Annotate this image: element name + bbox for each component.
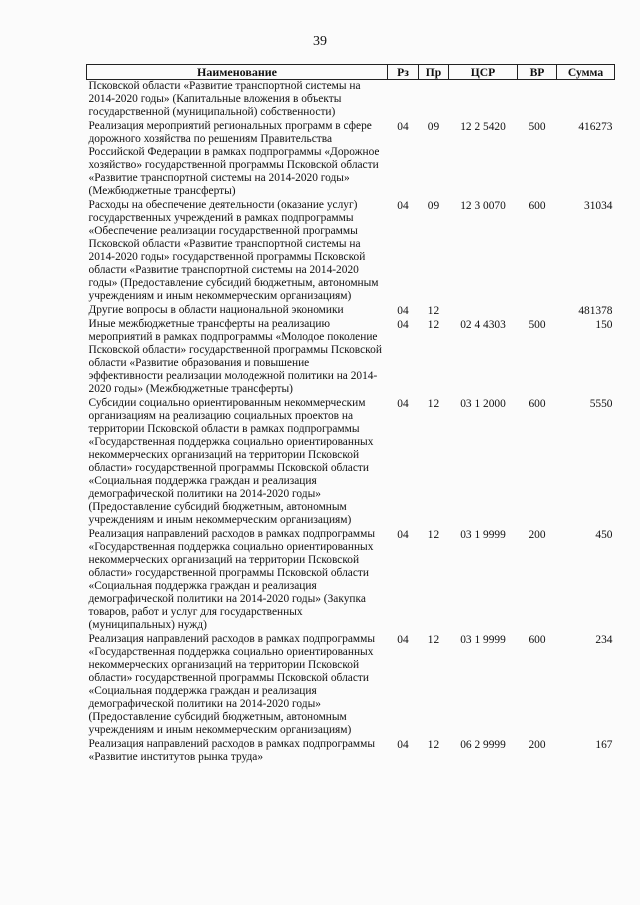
cell-rz: 04	[397, 529, 409, 541]
cell-rz: 04	[397, 121, 409, 133]
cell-vr: 600	[528, 200, 546, 212]
page-number: 39	[313, 34, 327, 49]
table-row	[87, 397, 615, 528]
header-vr: ВР	[518, 65, 557, 80]
cell-name: Реализация направлений расходов в рамках подпрограммы «Государственная поддержка социально ориентированных некоммерческих организаций на территории Псковской области» государственной программы Псковской области «Социальная поддержка граждан и реализация демографической политики на 2014-2020 годы» (Предоставление субсидий бюджетным, автономным учреждениям и иным некоммерческим организациям)	[88, 633, 375, 736]
cell-pr: 12	[427, 739, 440, 751]
cell-name: Расходы на обеспечение деятельности (оказание услуг) государственных учреждений в рамках подпрограммы «Обеспечение реализации государственной программы Псковской области «Развитие транспортной системы на 2014-2020 годы» государственной программы Псковской области «Развитие транспортной системы на 2014-2020 годы» (Предоставление субсидий бюджетным, автономным учреждениям и иным некоммерческим организациям)	[88, 199, 379, 302]
cell-rz	[388, 80, 419, 121]
cell-name: Реализация направлений расходов в рамках подпрограммы «Государственная поддержка социально ориентированных некоммерческих организаций на территории Псковской области» государственной программы Псковской области «Социальная поддержка граждан и реализация демографической политики на 2014-2020 годы» (Закупка товаров, работ и услуг для государственных (муниципальных) нужд)	[88, 528, 375, 631]
cell-vr: 500	[528, 121, 546, 133]
cell-csr: 02 4 4303	[460, 319, 506, 331]
cell-csr: 03 1 2000	[460, 398, 506, 410]
table-row	[87, 318, 615, 397]
header-pr: Пр	[419, 65, 449, 80]
table-row	[87, 199, 615, 304]
cell-name: Реализация направлений расходов в рамках подпрограммы «Развитие институтов рынка труда»	[88, 738, 375, 763]
cell-name: Другие вопросы в области национальной экономики	[88, 304, 344, 316]
cell-name: Реализация мероприятий региональных программ в сфере дорожного хозяйства по решениям Правительства Российской Федерации в рамках подпрограммы «Дорожное хозяйство» государственной программы Псковской области «Развитие транспортной системы на 2014-2020 годы» (Межбюджетные трансферты)	[88, 120, 380, 197]
cell-sum: 450	[595, 529, 613, 541]
cell-csr: 06 2 9999	[460, 739, 506, 751]
cell-rz: 04	[397, 634, 409, 646]
cell-pr: 09	[427, 200, 440, 212]
header-csr: ЦСР	[449, 65, 518, 80]
cell-pr: 12	[427, 529, 440, 541]
table-row	[87, 633, 615, 738]
table-row	[87, 738, 615, 764]
cell-name: Иные межбюджетные трансферты на реализацию мероприятий в рамках подпрограммы «Молодое поколение Псковской области» государственной программы Псковской области «Развитие образования и повышение эффективности реализации молодежной политики на 2014-2020 годы» (Межбюджетные трансферты)	[88, 318, 382, 395]
cell-pr: 09	[427, 121, 440, 133]
cell-csr: 03 1 9999	[460, 634, 506, 646]
cell-vr	[518, 304, 557, 318]
cell-pr	[419, 80, 449, 121]
cell-csr	[449, 304, 518, 318]
cell-sum: 234	[595, 634, 613, 646]
cell-sum: 416273	[578, 121, 613, 133]
cell-rz: 04	[397, 398, 409, 410]
cell-vr: 600	[528, 634, 546, 646]
header-rz: Рз	[388, 65, 419, 80]
cell-sum	[557, 80, 615, 121]
cell-pr: 12	[427, 398, 440, 410]
cell-csr	[449, 80, 518, 121]
cell-vr: 200	[528, 529, 546, 541]
cell-pr: 12	[427, 305, 440, 317]
cell-rz: 04	[397, 319, 409, 331]
table-row	[87, 528, 615, 633]
cell-sum: 5550	[589, 398, 613, 410]
cell-sum: 481378	[578, 305, 613, 317]
cell-sum: 150	[595, 319, 613, 331]
cell-rz: 04	[397, 305, 409, 317]
cell-csr: 03 1 9999	[460, 529, 506, 541]
cell-rz: 04	[397, 200, 409, 212]
cell-vr: 600	[528, 398, 546, 410]
cell-vr: 200	[528, 739, 546, 751]
cell-pr: 12	[427, 634, 440, 646]
cell-rz: 04	[397, 739, 409, 751]
table-row	[87, 80, 615, 121]
cell-sum: 31034	[584, 200, 613, 212]
table-header-row	[87, 65, 615, 80]
cell-vr	[518, 80, 557, 121]
cell-csr: 12 3 0070	[460, 200, 506, 212]
table-row	[87, 120, 615, 199]
cell-csr: 12 2 5420	[460, 121, 506, 133]
cell-sum: 167	[595, 739, 613, 751]
cell-pr: 12	[427, 319, 440, 331]
cell-vr: 500	[528, 319, 546, 331]
cell-name: Субсидии социально ориентированным некоммерческим организациям на реализацию социальных проектов на территории Псковской области в рамках подпрограммы «Государственная поддержка социально ориентированных некоммерческих организаций на территории Псковской области» государственной программы Псковской области «Социальная поддержка граждан и реализация демографической политики на 2014-2020 годы» (Предоставление субсидий бюджетным, автономным учреждениям и иным некоммерческим организациям)	[88, 397, 374, 526]
table-row	[87, 304, 615, 318]
header-name: Наименование	[87, 65, 388, 80]
cell-name: Псковской области «Развитие транспортной системы на 2014-2020 годы» (Капитальные вложения в объекты государственной (муниципальной) собственности)	[88, 80, 361, 118]
header-sum: Сумма	[557, 65, 615, 80]
budget-table	[86, 64, 615, 764]
